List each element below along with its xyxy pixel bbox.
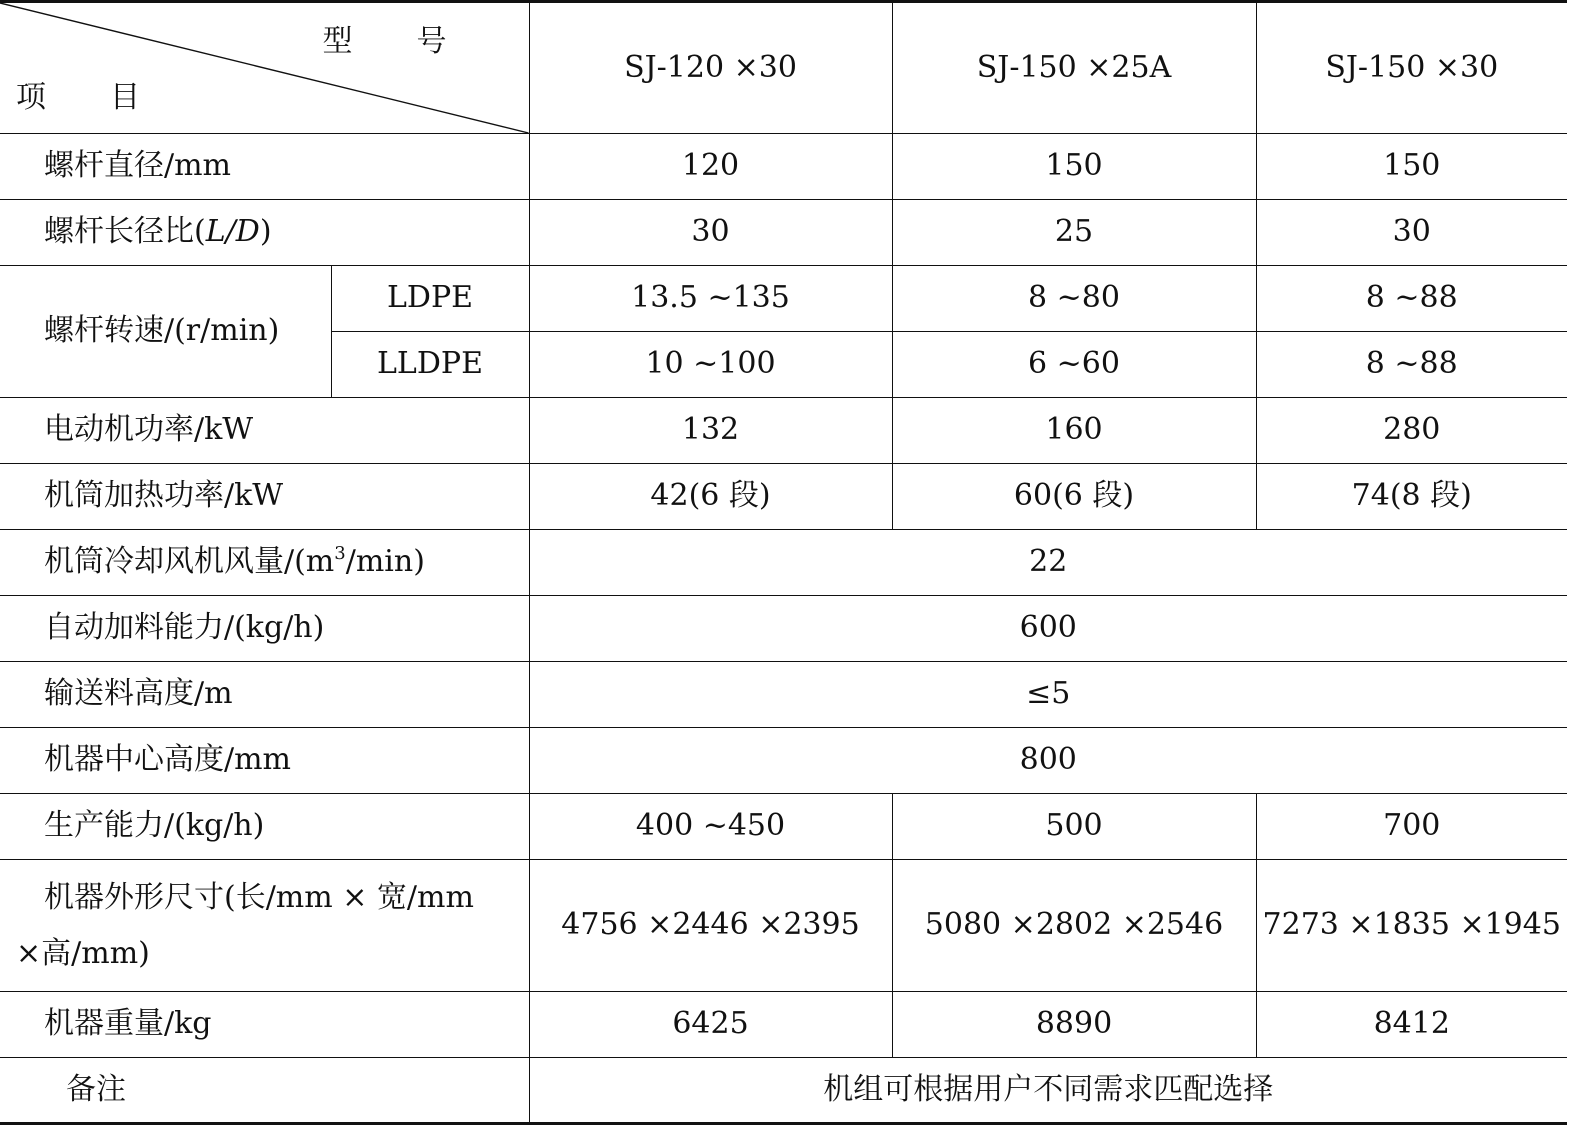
value-cell: 8 ~80 — [892, 266, 1256, 332]
value-cell: 6425 — [529, 992, 892, 1058]
value-cell: ≤5 — [529, 662, 1567, 728]
label-motor-power: 电动机功率/kW — [0, 398, 529, 464]
value-cell: 8890 — [892, 992, 1256, 1058]
corner-header-cell — [0, 2, 529, 134]
corner-model-label: 型号 — [322, 24, 511, 59]
label-part: 螺杆长径比( — [44, 214, 206, 250]
value-cell: 42(6 段) — [529, 464, 892, 530]
header-row — [0, 2, 1567, 134]
label-part: 机筒冷却风机风量/(m — [44, 544, 335, 580]
label-part: /min) — [345, 544, 425, 580]
row-center-height — [0, 728, 1567, 794]
label-superscript: 3 — [334, 543, 346, 565]
value-cell: 132 — [529, 398, 892, 464]
model-header-1: SJ-120 ×30 — [529, 2, 892, 134]
row-auto-feed — [0, 596, 1567, 662]
label-variable: L/D — [205, 214, 260, 250]
value-cell: 150 — [1256, 134, 1567, 200]
label-conveying-height: 输送料高度/m — [0, 662, 529, 728]
row-screw-diameter — [0, 134, 1567, 200]
label-lldpe: LLDPE — [331, 332, 529, 398]
row-fan-volume — [0, 530, 1567, 596]
value-cell: 8 ~88 — [1256, 332, 1567, 398]
model-header-3: SJ-150 ×30 — [1256, 2, 1567, 134]
value-cell: 400 ~450 — [529, 794, 892, 860]
value-cell: 22 — [529, 530, 1567, 596]
value-cell: 60(6 段) — [892, 464, 1256, 530]
value-cell: 机组可根据用户不同需求匹配选择 — [529, 1058, 1567, 1124]
value-cell: 150 — [892, 134, 1256, 200]
value-cell: 6 ~60 — [892, 332, 1256, 398]
label-ldpe: LDPE — [331, 266, 529, 332]
value-cell: 120 — [529, 134, 892, 200]
label-capacity: 生产能力/(kg/h) — [0, 794, 529, 860]
label-barrel-heating: 机筒加热功率/kW — [0, 464, 529, 530]
row-dimensions — [0, 860, 1567, 992]
label-fan-volume — [0, 530, 529, 596]
row-motor-power — [0, 398, 1567, 464]
label-auto-feed: 自动加料能力/(kg/h) — [0, 596, 529, 662]
row-remark — [0, 1058, 1567, 1124]
label-part: ) — [259, 214, 272, 250]
row-weight — [0, 992, 1567, 1058]
corner-item-label: 项目 — [16, 80, 204, 115]
value-cell: 600 — [529, 596, 1567, 662]
label-screw-diameter: 螺杆直径/mm — [0, 134, 529, 200]
label-line: 机器外形尺寸(长/mm × 宽/mm — [44, 879, 474, 915]
model-header-2: SJ-150 ×25A — [892, 2, 1256, 134]
label-weight: 机器重量/kg — [0, 992, 529, 1058]
value-cell: 10 ~100 — [529, 332, 892, 398]
value-cell: 8 ~88 — [1256, 266, 1567, 332]
label-screw-speed: 螺杆转速/(r/min) — [0, 266, 331, 398]
row-screw-ratio — [0, 200, 1567, 266]
label-screw-ratio — [0, 200, 529, 266]
label-line: ×高/mm) — [16, 935, 150, 971]
value-cell: 160 — [892, 398, 1256, 464]
row-capacity — [0, 794, 1567, 860]
value-cell: 700 — [1256, 794, 1567, 860]
value-cell: 74(8 段) — [1256, 464, 1567, 530]
value-cell: 5080 ×2802 ×2546 — [892, 860, 1256, 992]
value-cell: 800 — [529, 728, 1567, 794]
value-cell: 30 — [1256, 200, 1567, 266]
value-cell: 8412 — [1256, 992, 1567, 1058]
row-conveying-height — [0, 662, 1567, 728]
label-remark: 备注 — [0, 1058, 529, 1124]
value-cell: 13.5 ~135 — [529, 266, 892, 332]
value-cell: 30 — [529, 200, 892, 266]
value-cell: 500 — [892, 794, 1256, 860]
value-cell: 280 — [1256, 398, 1567, 464]
value-cell: 25 — [892, 200, 1256, 266]
value-cell: 7273 ×1835 ×1945 — [1256, 860, 1567, 992]
label-center-height: 机器中心高度/mm — [0, 728, 529, 794]
label-dimensions — [0, 860, 529, 992]
row-barrel-heating — [0, 464, 1567, 530]
value-cell: 4756 ×2446 ×2395 — [529, 860, 892, 992]
row-screw-speed-ldpe — [0, 266, 1567, 332]
